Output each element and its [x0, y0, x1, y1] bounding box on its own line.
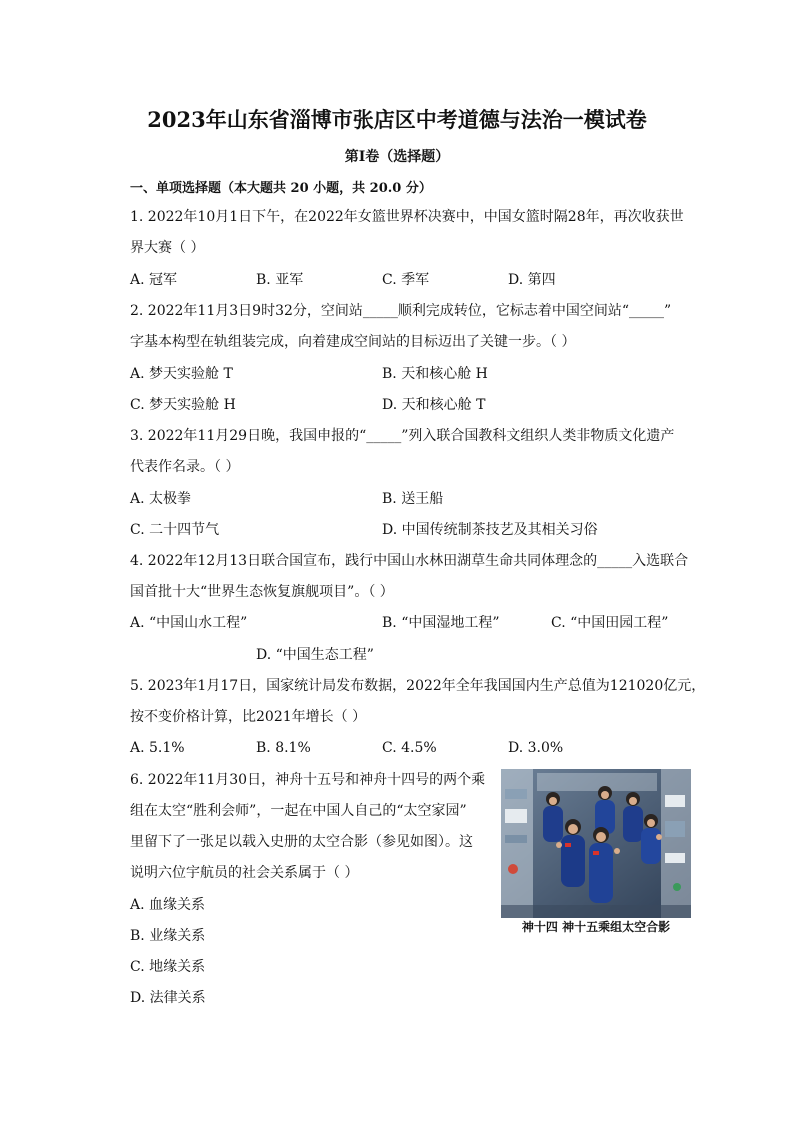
- q1-option-c: C. 季军: [382, 272, 430, 288]
- volume-subtitle: 第I卷（选择题）: [344, 149, 450, 165]
- q3-option-d: D. 中国传统制茶技艺及其相关习俗: [382, 522, 598, 538]
- q4-option-d: D. “中国生态工程”: [256, 647, 374, 663]
- q1-option-d: D. 第四: [508, 272, 556, 288]
- q6-option-d: D. 法律关系: [130, 990, 206, 1006]
- q5-option-d: D. 3.0%: [508, 740, 564, 756]
- q2-option-d: D. 天和核心舱 T: [382, 397, 486, 413]
- q3-stem-line-1: 3. 2022年11月29日晚，我国申报的“_____”列入联合国教科文组织人类非物质文化遗产: [130, 428, 675, 444]
- section-header: 一、单项选择题（本大题共 20 小题，共 20.0 分）: [130, 181, 432, 196]
- q4-option-b: B. “中国湿地工程”: [382, 615, 500, 631]
- q1-stem-line-1: 1. 2022年10月1日下午，在2022年女篮世界杯决赛中，中国女篮时隔28年，再次收获世: [130, 209, 684, 225]
- q2-option-b: B. 天和核心舱 H: [382, 366, 488, 382]
- q3-stem-line-2: 代表作名录。（ ）: [130, 459, 240, 475]
- q6-option-b: B. 业缘关系: [130, 928, 206, 944]
- q1-option-b: B. 亚军: [256, 272, 304, 288]
- q2-stem-line-2: 字基本构型在轨组装完成，向着建成空间站的目标迈出了关键一步。（ ）: [130, 334, 576, 350]
- q6-stem-line-3: 里留下了一张足以载入史册的太空合影（参见如图）。这: [130, 834, 473, 850]
- q3-option-c: C. 二十四节气: [130, 522, 220, 538]
- q3-option-a: A. 太极拳: [130, 491, 192, 507]
- q3-option-b: B. 送王船: [382, 491, 444, 507]
- q6-option-a: A. 血缘关系: [130, 897, 206, 913]
- q5-option-c: C. 4.5%: [382, 740, 437, 756]
- q5-option-a: A. 5.1%: [130, 740, 185, 756]
- q6-stem-line-1: 6. 2022年11月30日，神舟十五号和神舟十四号的两个乘: [130, 772, 486, 788]
- q5-stem-line-1: 5. 2023年1月17日，国家统计局发布数据，2022年全年我国国内生产总值为121020亿元，: [130, 678, 706, 694]
- q5-option-b: B. 8.1%: [256, 740, 311, 756]
- q1-stem-line-2: 界大赛（ ）: [130, 240, 205, 256]
- q2-option-a: A. 梦天实验舱 T: [130, 366, 233, 382]
- exam-title: 2023年山东省淄博市张店区中考道德与法治一模试卷: [147, 107, 647, 132]
- q4-stem-line-2: 国首批十大“世界生态恢复旗舰项目”。（ ）: [130, 584, 394, 600]
- q6-option-c: C. 地缘关系: [130, 959, 206, 975]
- q6-stem-line-2: 组在太空“胜利会师”，一起在中国人自己的“太空家园”: [130, 803, 467, 819]
- astronaut-group-photo: [501, 769, 691, 918]
- q4-option-a: A. “中国山水工程”: [130, 615, 248, 631]
- q5-stem-line-2: 按不变价格计算，比2021年增长（ ）: [130, 709, 367, 725]
- q4-stem-line-1: 4. 2022年12月13日联合国宣布，践行中国山水林田湖草生命共同体理念的_____入选联合: [130, 553, 689, 569]
- q2-stem-line-1: 2. 2022年11月3日9时32分，空间站_____顺利完成转位，它标志着中国空间站“_____”: [130, 303, 672, 319]
- q6-stem-line-4: 说明六位宇航员的社会关系属于（ ）: [130, 865, 359, 881]
- q4-option-c: C. “中国田园工程”: [551, 615, 669, 631]
- astronaut-photo-illustration: [501, 769, 691, 918]
- q2-option-c: C. 梦天实验舱 H: [130, 397, 236, 413]
- q1-option-a: A. 冠军: [130, 272, 178, 288]
- photo-caption: 神十四 神十五乘组太空合影: [521, 920, 671, 934]
